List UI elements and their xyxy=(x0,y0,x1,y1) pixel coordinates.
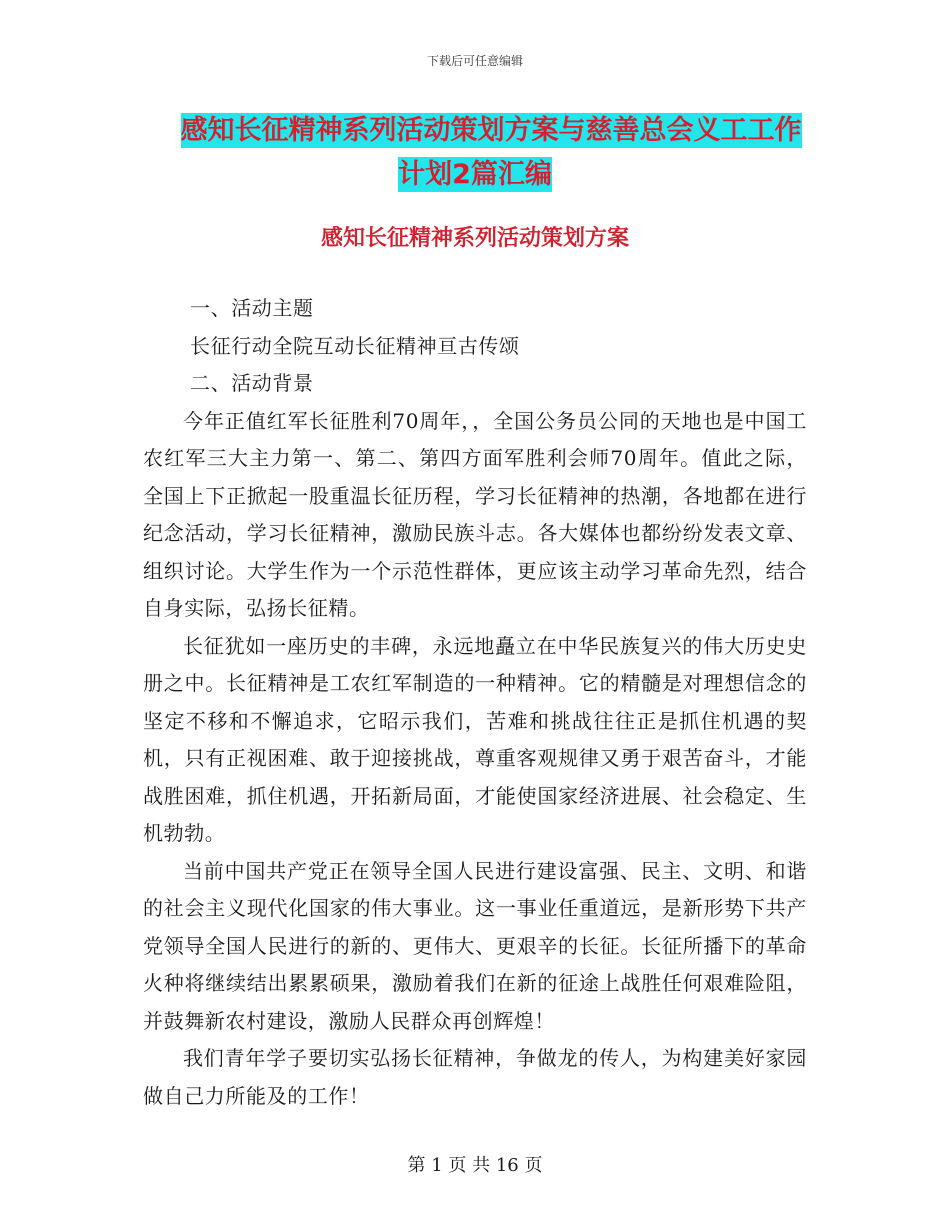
body-paragraph: 我们青年学子要切实弘扬长征精神，争做龙的传人，为构建美好家园做自己力所能及的工作！ xyxy=(143,1046,807,1108)
title-highlight-1: 感知长征精神系列活动策划方案与慈善总会义工工作 xyxy=(180,115,802,146)
heading-activity-background: 二、活动背景 xyxy=(190,371,314,395)
heading-activity-theme: 一、活动主题 xyxy=(190,296,314,320)
document-body xyxy=(143,290,807,1115)
document-title-line-2 xyxy=(0,155,950,195)
document-title-line-1 xyxy=(0,111,950,151)
title-highlight-2: 计划2篇汇编 xyxy=(398,159,552,190)
body-paragraph: 当前中国共产党正在领导全国人民进行建设富强、民主、文明、和谐的社会主义现代化国家的伟大事业。这一事业任重道远，是新形势下共产党领导全国人民进行的新的、更伟大、更艰辛的长征。长征所播下的革命火种将继续结出累累硕果，激励着我们在新的征途上战胜任何艰难险阻，并鼓舞新农村建设，激励人民群众再创辉煌！ xyxy=(143,858,807,1033)
section-title: 感知长征精神系列活动策划方案 xyxy=(320,226,629,251)
header-note: 下载后可任意编辑 xyxy=(426,54,523,68)
body-paragraph: 今年正值红军长征胜利70周年，，全国公务员公同的天地也是中国工农红军三大主力第一、第二、第四方面军胜利会师70周年。值此之际，全国上下正掀起一股重温长征历程，学习长征精神的热潮，各地都在进行纪念活动，学习长征精神，激励民族斗志。各大媒体也都纷纷发表文章、组织讨论。大学生作为一个示范性群体，更应该主动学习革命先烈，结合自身实际，弘扬长征精。 xyxy=(143,408,807,620)
activity-theme-text: 长征行动全院互动长征精神亘古传颂 xyxy=(190,333,520,358)
page-footer: 第 1 页 共 16 页 xyxy=(407,1155,543,1176)
body-paragraph: 长征犹如一座历史的丰碑，永远地矗立在中华民族复兴的伟大历史史册之中。长征精神是工农红军制造的一种精神。它的精髓是对理想信念的坚定不移和不懈追求，它昭示我们，苦难和挑战往往正是抓住机遇的契机，只有正视困难、敢于迎接挑战，尊重客观规律又勇于艰苦奋斗，才能战胜困难，抓住机遇，开拓新局面，才能使国家经济进展、社会稳定、生机勃勃。 xyxy=(143,633,807,845)
